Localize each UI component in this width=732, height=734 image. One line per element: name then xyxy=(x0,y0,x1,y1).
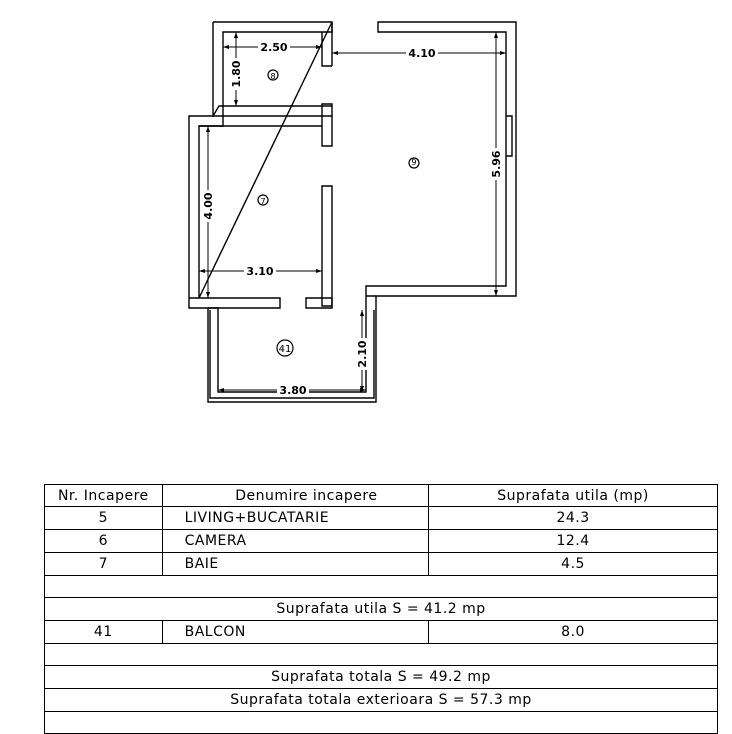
room-8-id: 8 xyxy=(270,72,276,81)
row-nr: 7 xyxy=(45,553,163,576)
area-table xyxy=(44,484,718,734)
dim-400: 4.00 xyxy=(202,192,215,220)
useful-total: Suprafata utila S = 41.2 mp xyxy=(45,598,718,621)
wall-room-7-bottom xyxy=(189,296,376,308)
dim-380: 3.80 xyxy=(279,384,307,397)
header-nr: Nr. Incapere xyxy=(45,485,163,507)
wall-room-7-top xyxy=(199,116,332,146)
room-7-id: 7 xyxy=(260,197,266,206)
table-spacer-row xyxy=(45,712,718,734)
balcony-row xyxy=(45,621,718,644)
row-nr: 6 xyxy=(45,530,163,553)
row-area: 12.4 xyxy=(429,530,718,553)
balcony-area: 8.0 xyxy=(429,621,718,644)
header-area: Suprafata utila (mp) xyxy=(429,485,718,507)
dim-210: 2.10 xyxy=(356,340,369,368)
dim-310: 3.10 xyxy=(246,265,274,278)
row-area: 4.5 xyxy=(429,553,718,576)
dim-250: 2.50 xyxy=(260,41,288,54)
dim-596: 5.96 xyxy=(490,150,503,178)
table-row xyxy=(45,507,718,530)
exterior-total-area: Suprafata totala exterioara S = 57.3 mp xyxy=(45,689,718,712)
balcony-name: BALCON xyxy=(162,621,429,644)
header-name: Denumire incapere xyxy=(162,485,429,507)
table-header-row xyxy=(45,485,718,507)
table-row xyxy=(45,553,718,576)
balcony-nr: 41 xyxy=(45,621,163,644)
window-right xyxy=(506,116,512,156)
table-spacer-row xyxy=(45,644,718,666)
exterior-total-row xyxy=(45,689,718,712)
room-41-id: 41 xyxy=(278,344,292,355)
row-area: 24.3 xyxy=(429,507,718,530)
row-nr: 5 xyxy=(45,507,163,530)
wall-room-7-side xyxy=(322,186,332,306)
row-name: BAIE xyxy=(162,553,429,576)
dim-410: 4.10 xyxy=(408,47,436,60)
total-area: Suprafata totala S = 49.2 mp xyxy=(45,666,718,689)
table-row xyxy=(45,530,718,553)
useful-total-row xyxy=(45,598,718,621)
table-spacer-row xyxy=(45,576,718,598)
row-name: LIVING+BUCATARIE xyxy=(162,507,429,530)
dim-180: 1.80 xyxy=(230,60,243,88)
room-6-id: 6 xyxy=(411,157,417,166)
row-name: CAMERA xyxy=(162,530,429,553)
total-row xyxy=(45,666,718,689)
area-table-container xyxy=(44,484,718,734)
